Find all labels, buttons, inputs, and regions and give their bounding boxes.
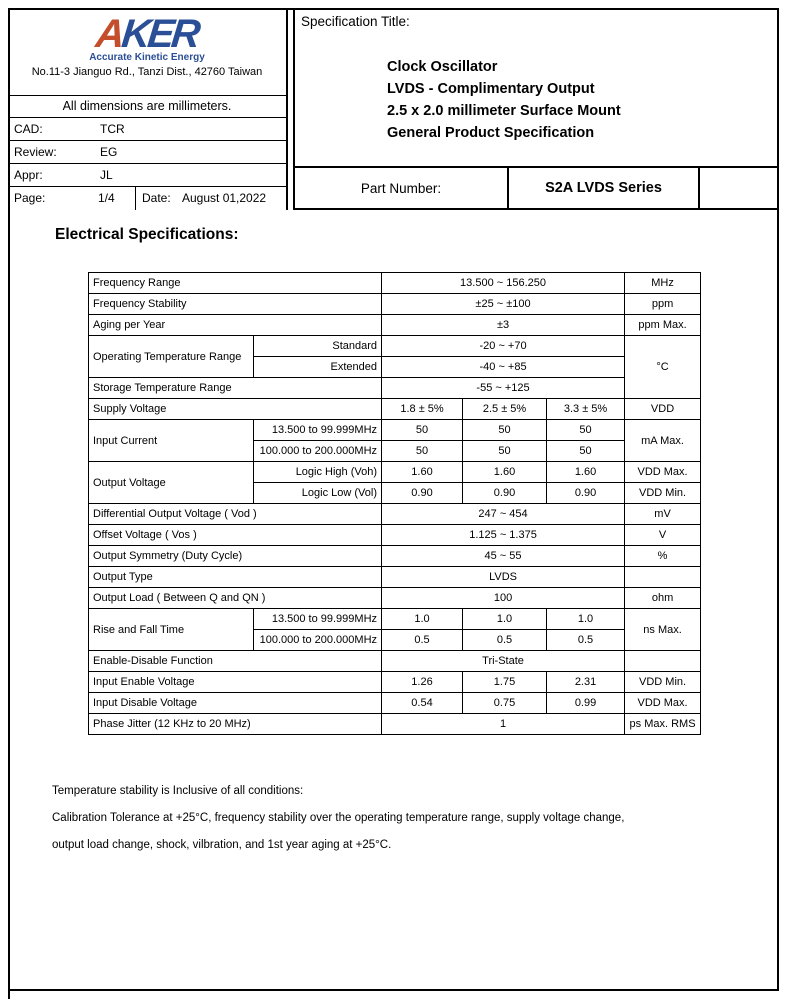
part-number-empty-cell [700, 168, 777, 208]
cad-value: TCR [100, 122, 125, 136]
spec-cell: -20 ~ +70 [382, 336, 625, 357]
spec-cell: Storage Temperature Range [89, 378, 382, 399]
spec-title-lines [387, 56, 621, 144]
spec-cell: VDD [625, 399, 701, 420]
table-row [89, 315, 701, 336]
spec-cell [625, 567, 701, 588]
table-row [89, 651, 701, 672]
spec-cell: 1.125 ~ 1.375 [382, 525, 625, 546]
spec-cell: 0.90 [382, 483, 463, 504]
appr-label: Appr: [14, 168, 43, 182]
table-row [89, 588, 701, 609]
field-row-appr [8, 164, 286, 187]
spec-cell: Logic High (Voh) [254, 462, 382, 483]
spec-cell: 1.0 [463, 609, 547, 630]
page-label: Page: [14, 191, 46, 205]
logo-letter-a: A [94, 12, 125, 56]
table-row [89, 609, 701, 630]
note-line-2: Calibration Tolerance at +25°C, frequency stability over the operating temperature range, supply voltage change, [52, 812, 625, 824]
spec-cell: 2.5 ± 5% [463, 399, 547, 420]
notes-block [52, 778, 624, 859]
table-row [89, 462, 701, 483]
spec-cell: 50 [463, 441, 547, 462]
table-row [89, 567, 701, 588]
spec-cell: Standard [254, 336, 382, 357]
spec-table [88, 272, 701, 735]
spec-cell: mA Max. [625, 420, 701, 462]
spec-cell: Output Symmetry (Duty Cycle) [89, 546, 382, 567]
spec-cell: Output Voltage [89, 462, 254, 504]
spec-cell: 1.0 [547, 609, 625, 630]
spec-cell: 0.5 [382, 630, 463, 651]
spec-cell: 100.000 to 200.000MHz [254, 441, 382, 462]
spec-cell [625, 651, 701, 672]
table-row [89, 378, 701, 399]
spec-cell: 50 [382, 441, 463, 462]
spec-cell: VDD Min. [625, 672, 701, 693]
title-line-1: Clock Oscillator [387, 59, 498, 75]
spec-cell: Output Type [89, 567, 382, 588]
company-logo [94, 14, 200, 54]
spec-cell: Frequency Range [89, 273, 382, 294]
spec-cell: % [625, 546, 701, 567]
table-row [89, 525, 701, 546]
spec-cell: VDD Max. [625, 693, 701, 714]
note-line-3: output load change, shock, vilbration, and 1st year aging at +25°C. [52, 839, 392, 851]
table-row [89, 672, 701, 693]
spec-cell: 45 ~ 55 [382, 546, 625, 567]
table-row [89, 294, 701, 315]
spec-cell: 1.60 [547, 462, 625, 483]
spec-cell: Enable-Disable Function [89, 651, 382, 672]
table-row [89, 399, 701, 420]
spec-cell: 50 [547, 441, 625, 462]
spec-cell: Output Load ( Between Q and QN ) [89, 588, 382, 609]
table-row [89, 504, 701, 525]
spec-cell: °C [625, 336, 701, 399]
spec-cell: 247 ~ 454 [382, 504, 625, 525]
date-label: Date: [142, 191, 171, 205]
spec-cell: 0.90 [463, 483, 547, 504]
spec-cell: 100 [382, 588, 625, 609]
spec-cell: Extended [254, 357, 382, 378]
spec-cell: ±3 [382, 315, 625, 336]
spec-cell: Input Enable Voltage [89, 672, 382, 693]
page-date-divider [135, 187, 136, 210]
note-line-1: Temperature stability is Inclusive of all conditions: [52, 785, 304, 797]
spec-cell: 50 [382, 420, 463, 441]
header-left-block [8, 8, 288, 210]
spec-cell: ohm [625, 588, 701, 609]
spec-cell: -55 ~ +125 [382, 378, 625, 399]
spec-cell: ±25 ~ ±100 [382, 294, 625, 315]
spec-cell: MHz [625, 273, 701, 294]
spec-cell: 2.31 [547, 672, 625, 693]
spec-cell: 13.500 to 99.999MHz [254, 609, 382, 630]
page-border-continuation [8, 991, 10, 999]
spec-cell: VDD Max. [625, 462, 701, 483]
spec-cell: 0.54 [382, 693, 463, 714]
spec-cell: 3.3 ± 5% [547, 399, 625, 420]
spec-cell: Aging per Year [89, 315, 382, 336]
title-line-3: 2.5 x 2.0 millimeter Surface Mount [387, 103, 621, 119]
spec-cell: Logic Low (Vol) [254, 483, 382, 504]
section-heading: Electrical Specifications: [55, 226, 239, 243]
spec-cell: VDD Min. [625, 483, 701, 504]
field-row-page-date [8, 187, 286, 210]
title-line-4: General Product Specification [387, 125, 595, 141]
table-row [89, 420, 701, 441]
spec-cell: 1.8 ± 5% [382, 399, 463, 420]
spec-cell: 0.90 [547, 483, 625, 504]
dimensions-note: All dimensions are millimeters. [8, 96, 286, 118]
review-label: Review: [14, 145, 57, 159]
spec-cell: 1.26 [382, 672, 463, 693]
spec-cell: ps Max. RMS [625, 714, 701, 735]
date-value: August 01,2022 [182, 191, 267, 205]
review-value: EG [100, 145, 118, 159]
spec-cell: 50 [547, 420, 625, 441]
spec-title-label: Specification Title: [301, 14, 410, 29]
spec-cell: Offset Voltage ( Vos ) [89, 525, 382, 546]
spec-cell: 13.500 to 99.999MHz [254, 420, 382, 441]
spec-cell: 0.5 [547, 630, 625, 651]
appr-value: JL [100, 168, 113, 182]
spec-cell: Phase Jitter (12 KHz to 20 MHz) [89, 714, 382, 735]
spec-cell: Supply Voltage [89, 399, 382, 420]
spec-cell: Differential Output Voltage ( Vod ) [89, 504, 382, 525]
header-right-block [293, 8, 779, 210]
spec-cell: Input Disable Voltage [89, 693, 382, 714]
page-value: 1/4 [98, 191, 115, 205]
table-row [89, 714, 701, 735]
table-row [89, 273, 701, 294]
spec-cell: Input Current [89, 420, 254, 462]
title-line-2: LVDS - Complimentary Output [387, 81, 595, 97]
spec-cell: 0.99 [547, 693, 625, 714]
spec-cell: 100.000 to 200.000MHz [254, 630, 382, 651]
part-number-row [295, 166, 777, 208]
logo-letters-ker: KER [119, 12, 200, 56]
spec-cell: Operating Temperature Range [89, 336, 254, 378]
spec-cell: -40 ~ +85 [382, 357, 625, 378]
field-row-review [8, 141, 286, 164]
spec-cell: 1.75 [463, 672, 547, 693]
spec-cell: LVDS [382, 567, 625, 588]
company-address: No.11-3 Jianguo Rd., Tanzi Dist., 42760 Taiwan [31, 66, 263, 78]
company-logo-box [8, 8, 286, 96]
logo-tagline: Accurate Kinetic Energy [89, 52, 205, 63]
spec-cell: ppm Max. [625, 315, 701, 336]
spec-cell: V [625, 525, 701, 546]
part-number-value: S2A LVDS Series [509, 168, 700, 208]
spec-table-body [89, 273, 701, 735]
table-row [89, 336, 701, 357]
spec-cell: 1.60 [463, 462, 547, 483]
spec-cell: 1.60 [382, 462, 463, 483]
spec-cell: 13.500 ~ 156.250 [382, 273, 625, 294]
spec-cell: Frequency Stability [89, 294, 382, 315]
part-number-label: Part Number: [295, 168, 509, 208]
cad-label: CAD: [14, 122, 43, 136]
spec-cell: Rise and Fall Time [89, 609, 254, 651]
spec-cell: ns Max. [625, 609, 701, 651]
spec-cell: mV [625, 504, 701, 525]
table-row [89, 546, 701, 567]
spec-table-container [88, 272, 701, 735]
field-row-cad [8, 118, 286, 141]
spec-cell: 0.75 [463, 693, 547, 714]
spec-cell: 1 [382, 714, 625, 735]
spec-cell: 1.0 [382, 609, 463, 630]
spec-cell: 50 [463, 420, 547, 441]
spec-cell: 0.5 [463, 630, 547, 651]
table-row [89, 693, 701, 714]
spec-cell: ppm [625, 294, 701, 315]
spec-cell: Tri-State [382, 651, 625, 672]
